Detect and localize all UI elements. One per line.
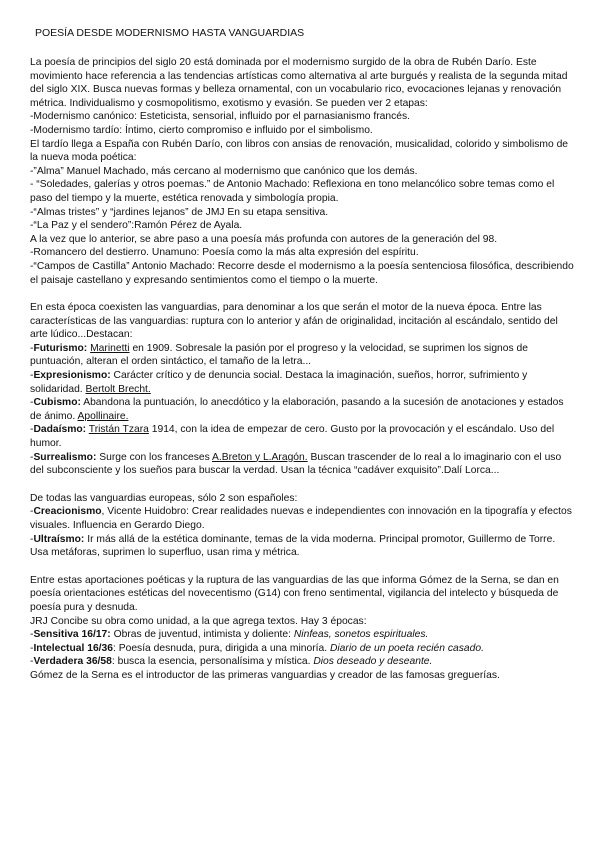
expresionismo-text: Carácter crítico y de denuncia social. Destaca la imaginación, sueños, horror, sufrimiento y solidaridad. [30,370,528,395]
obra-almas-tristes: -“Almas tristes” y “jardines lejanos” de JMJ En su etapa sensitiva. [30,206,329,218]
cubismo-text: Abandona la puntuación, lo anecdótico y la elaboración, pasando a la sucesión de anotaciones y estados de ánimo. [30,397,564,422]
item-creacionismo: -Creacionismo, Vicente Huidobro: Crear realidades nuevas e independientes con innovación en la tipografía y efectos visuales. Influencia en Gerardo Diego. [30,506,572,531]
futurismo-label: Futurismo: [33,342,88,354]
sensitiva-text: Obras de juventud, intimista y doliente: [110,629,294,641]
creacionismo-text: , Vicente Huidobro: Crear realidades nuevas e independientes con innovación en la tipografía y efectos visuales. Influencia en Gerardo Diego. [30,506,572,531]
obra-la-paz: -“La Paz y el sendero”:Ramón Pérez de Ayala. [30,220,243,232]
item-intelectual: -Intelectual 16/36: Poesía desnuda, pura, dirigida a una minoría. Diario de un poeta recién casado. [30,642,484,654]
creacionismo-label: Creacionismo [33,506,102,518]
item-surrealismo: -Surrealismo: Surge con los franceses A.Breton y L.Aragón. Buscan trascender de lo real a lo imaginario con el uso del subconsciente y los sueños para buscar la verdad. Usan la técnica “cadáver exquisito”.Dalí Lorca... [30,451,562,477]
futurismo-author: Marinetti [90,342,130,354]
item-dadaismo: -Dadaísmo: Tristán Tzara 1914, con la idea de empezar de cero. Gusto por la provocación y el escándalo. Uso del humor. [30,424,555,450]
section-spacer [30,478,575,492]
verdadera-works: Dios deseado y deseante. [313,656,433,668]
surrealismo-author: A.Breton y L.Aragón. [212,451,308,463]
item-sensitiva: -Sensitiva 16/17: Obras de juventud, intimista y doliente: Ninfeas, sonetos espirituales. [30,629,429,641]
verdadera-text: : busca la esencia, personalísima y mística. [111,656,314,668]
item-ultraismo: -Ultraísmo: Ir más allá de la estética dominante, temas de la vida moderna. Principal promotor, Guillermo de Torre. Usa metáforas, suprimen lo superfluo, usan rima y métrica. [30,533,556,559]
item-verdadera: -Verdadera 36/58: busca la esencia, personalísima y mística. Dios deseado y deseante. [30,656,433,668]
section-spacer [30,560,575,574]
etapa-tardio: -Modernismo tardío: Íntimo, cierto compromiso e influido por el simbolismo. [30,124,373,136]
expresionismo-author: Bertolt Brecht. [85,383,151,395]
dadaismo-label: Dadaísmo: [33,424,87,436]
section-spacer [30,287,575,301]
item-futurismo: -Futurismo: Marinetti en 1909. Sobresale la pasión por el progreso y la velocidad, se suprimen los signos de puntuación, alteran el orden sintáctico, el tamaño de la letra... [30,342,528,368]
obra-romancero: -Romancero del destierro. Unamuno: Poesía como la más alta expresión del espíritu. [30,247,419,259]
vanguardias-intro: En esta época coexisten las vanguardias, para denominar a los que serán el motor de la nueva época. Entre las características de las vanguardias: ruptura con lo anterior y afán de originalidad, incitación al escándalo, sentido del arte lúdico...Destacan: [30,302,558,341]
intelectual-label: Intelectual 16/36 [33,642,113,654]
surrealismo-pre: Surge con los franceses [96,451,213,463]
obra-campos-de-castilla: -“Campos de Castilla” Antonio Machado: Recorre desde el modernismo a la poesía sentenciosa filosófica, describiendo el paisaje castellano y expresando sentimientos como el tiempo o la muerte. [30,260,574,286]
sensitiva-label: Sensitiva 16/17: [33,629,111,641]
generacion-98: A la vez que lo anterior, se abre paso a una poesía más profunda con autores de la generación del 98. [30,233,498,245]
novecentismo-intro: Entre estas aportaciones poéticas y la ruptura de las vanguardias de las que informa Gómez de la Serna, se dan en poesía orientaciones estéticas del novecentismo (G14) con freno sentimental, vigilancia del intelecto y búsqueda de poesía pura y desnuda. [30,574,559,613]
etapa-canonico: -Modernismo canónico: Esteticista, sensorial, influido por el parnasianismo francés. [30,111,411,123]
expresionismo-label: Expresionismo: [33,370,111,382]
page-title: POESÍA DESDE MODERNISMO HASTA VANGUARDIAS [35,27,305,39]
tardio-paragraph: El tardío llega a España con Rubén Darío, con libros con ansias de renovación, musicalidad, colorido y simbolismo de la nueva moda poética: [30,138,569,164]
gomez-paragraph: Gómez de la Serna es el introductor de las primeras vanguardias y creador de las famosas greguerías. [30,669,500,681]
obra-soledades: - “Soledades, galerías y otros poemas.” de Antonio Machado: Reflexiona en tono melancólico sobre temas como el paso del tiempo y la muerte, estética renovada y simbología propia. [30,179,555,204]
surrealismo-text: Buscan trascender de lo real a lo imaginario con el uso del subconsciente y los sueños para buscar la verdad. Usan la técnica “cadáver exquisito”.Dalí Lorca... [30,451,562,477]
dadaismo-author: Tristán Tzara [88,424,149,436]
verdadera-label: Verdadera 36/58 [33,656,112,668]
modernismo-intro: La poesía de principios del siglo 20 está dominada por el modernismo surgido de la obra de Rubén Darío. Este movimiento hace referencia a las tendencias artísticas como alternativa al arte burgués y realista de la segunda mitad del siglo XIX. Busca nuevas formas y belleza ornamental, con un vocabulario rico, evocaciones lejanas y renovación métrica. Individualismo y cosmopolitismo, exotismo y evasión. Se pueden ver 2 etapas: [30,57,568,109]
cubismo-author: Apollinaire. [77,410,129,422]
surrealismo-label: Surrealismo: [33,451,97,463]
futurismo-text: en 1909. Sobresale la pasión por el progreso y la velocidad, se suprimen los signos de puntuación, alteran el orden sintáctico, el tamaño de la letra... [30,342,528,368]
item-expresionismo: -Expresionismo: Carácter crítico y de denuncia social. Destaca la imaginación, sueños, horror, sufrimiento y solidaridad. Bertolt Brecht. [30,370,528,395]
dadaismo-text: 1914, con la idea de empezar de cero. Gusto por la provocación y el escándalo. Uso del humor. [30,424,555,450]
espanolas-intro: De todas las vanguardias europeas, sólo 2 son españoles: [30,492,298,504]
document-body [30,56,575,683]
sensitiva-works: Ninfeas, sonetos espirituales. [293,629,429,641]
obra-alma: -”Alma” Manuel Machado, más cercano al modernismo que canónico que los demás. [30,165,418,177]
cubismo-label: Cubismo: [33,397,81,409]
ultraismo-label: Ultraísmo: [33,533,85,545]
jrj-paragraph: JRJ Concibe su obra como unidad, a la que agrega textos. Hay 3 épocas: [30,615,367,627]
ultraismo-text: Ir más allá de la estética dominante, temas de la vida moderna. Principal promotor, Guillermo de Torre. Usa metáforas, suprimen lo superfluo, usan rima y métrica. [30,533,556,559]
item-cubismo: -Cubismo: Abandona la puntuación, lo anecdótico y la elaboración, pasando a la sucesión de anotaciones y estados de ánimo. Apollinaire. [30,397,564,422]
intelectual-works: Diario de un poeta recién casado. [329,642,484,654]
intelectual-text: : Poesía desnuda, pura, dirigida a una minoría. [113,642,330,654]
